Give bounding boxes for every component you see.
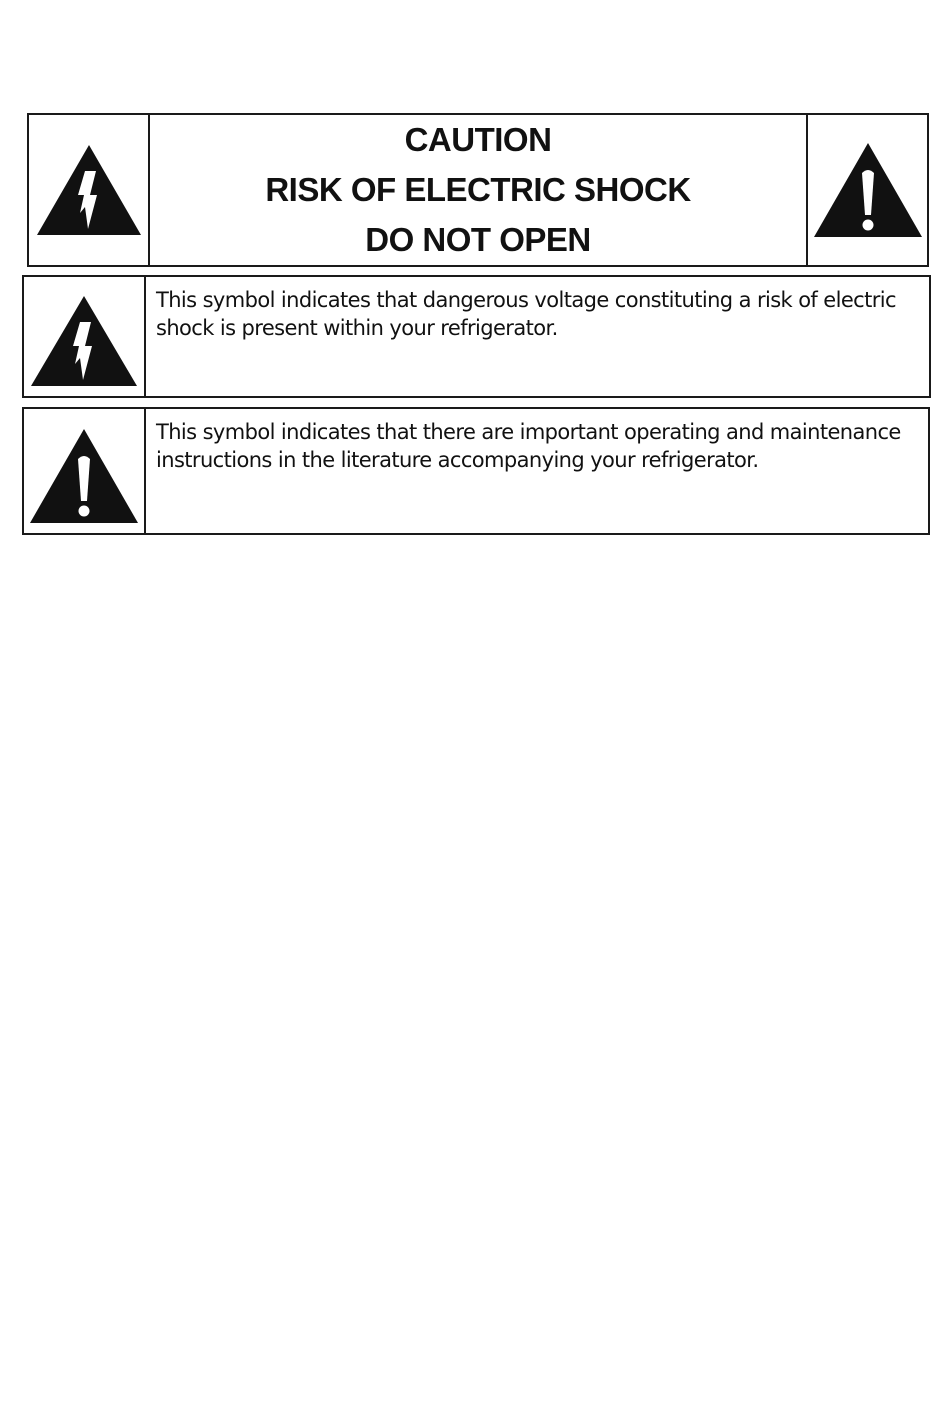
caution-label-box [27,113,929,267]
exclamation-warning-icon [28,427,140,525]
lightning-warning-icon [35,143,143,237]
instructions-notice-text: This symbol indicates that there are important operating and maintenance instructions in the literature accompanying your refrigerator. [156,420,901,472]
instructions-notice-icon-cell [24,409,146,533]
caution-left-icon-cell [29,115,150,265]
voltage-notice-text: This symbol indicates that dangerous voltage constituting a risk of electric shock is present within your refrigerator. [156,288,896,340]
caution-text-cell [150,115,806,265]
risk-of-shock-heading: RISK OF ELECTRIC SHOCK [265,171,691,208]
exclamation-warning-icon [812,141,924,239]
instructions-notice [22,407,930,535]
voltage-notice [22,275,931,398]
voltage-notice-icon-cell [24,277,146,396]
caution-right-icon-cell [806,115,927,265]
do-not-open-heading: DO NOT OPEN [365,221,591,258]
caution-heading: CAUTION [404,121,552,158]
lightning-warning-icon [29,294,139,388]
